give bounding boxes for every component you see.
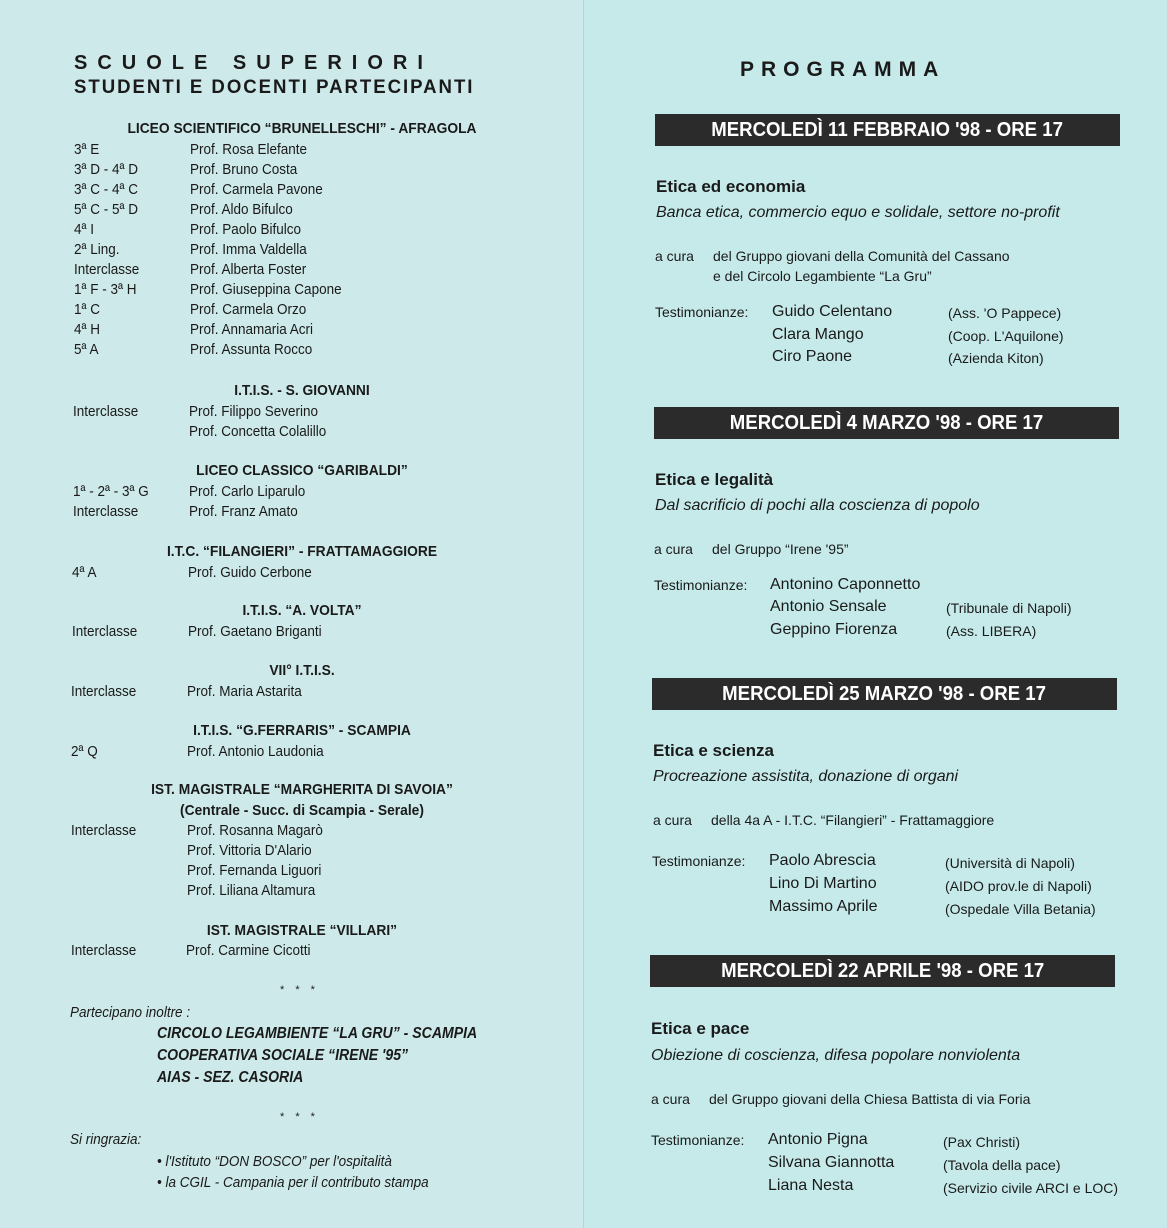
participants-label: Partecipano inoltre : [70, 1004, 191, 1021]
heading-scuole: SCUOLE SUPERIORI [74, 52, 433, 74]
teacher-name: Prof. Maria Astarita [187, 683, 302, 700]
cura-label: a cura [654, 541, 693, 557]
teacher-name: Prof. Assunta Rocco [190, 341, 313, 358]
teacher-name: Prof. Guido Cerbone [188, 564, 312, 581]
class-label: 1ª F - 3ª H [74, 281, 137, 298]
class-label: 2ª Q [71, 743, 98, 760]
teacher-name: Prof. Carlo Liparulo [189, 483, 306, 500]
class-label: 5ª A [74, 341, 99, 358]
class-label: 1ª - 2ª - 3ª G [73, 483, 149, 500]
witness-name: Massimo Aprile [769, 898, 878, 915]
event-title: Etica e scienza [653, 741, 774, 760]
witness-org: (Coop. L'Aquilone) [948, 328, 1064, 344]
school-name: LICEO SCIENTIFICO “BRUNELLESCHI” - AFRAGOLA [127, 120, 477, 137]
teacher-name: Prof. Carmela Pavone [190, 181, 323, 198]
event-title: Etica e legalità [655, 470, 774, 489]
witness-name: Liana Nesta [768, 1177, 854, 1194]
school-name: VII° I.T.I.S. [269, 662, 335, 679]
thanks-item: • la CGIL - Campania per il contributo stampa [157, 1174, 429, 1191]
teacher-name: Prof. Filippo Severino [189, 403, 319, 420]
teacher-name: Prof. Fernanda Liguori [187, 862, 322, 879]
school-subname: (Centrale - Succ. di Scampia - Serale) [180, 802, 424, 819]
school-name: I.T.I.S. “A. VOLTA” [242, 602, 362, 619]
event-subtitle: Dal sacrificio di pochi alla coscienza di popolo [655, 497, 980, 514]
witness-name: Guido Celentano [772, 303, 893, 320]
school-name: IST. MAGISTRALE “VILLARI” [206, 922, 398, 939]
cura-text: del Gruppo “Irene '95” [712, 541, 849, 557]
class-label: Interclasse [73, 503, 139, 520]
testimonianze-label: Testimonianze: [654, 577, 748, 593]
witness-org: (Pax Christi) [943, 1134, 1021, 1150]
programma-title: PROGRAMMA [740, 58, 946, 81]
event-subtitle: Obiezione di coscienza, difesa popolare nonviolenta [651, 1047, 1021, 1064]
participant-item: COOPERATIVA SOCIALE “IRENE '95” [157, 1047, 409, 1064]
class-label: 4ª H [74, 321, 101, 338]
thanks-label: Si ringrazia: [70, 1131, 142, 1148]
testimonianze-label: Testimonianze: [655, 304, 749, 320]
separator-stars: * * * [280, 984, 319, 996]
teacher-name: Prof. Aldo Bifulco [190, 201, 293, 218]
class-label: 3ª C - 4ª C [74, 181, 139, 198]
school-name: I.T.C. “FILANGIERI” - FRATTAMAGGIORE [166, 543, 438, 560]
witness-name: Silvana Giannotta [768, 1154, 895, 1171]
witness-org: (Servizio civile ARCI e LOC) [943, 1180, 1119, 1196]
witness-name: Antonino Caponnetto [770, 576, 921, 593]
class-label: Interclasse [74, 261, 140, 278]
event-date: MERCOLEDÌ 11 FEBBRAIO '98 - ORE 17 [711, 118, 1064, 141]
event-subtitle: Procreazione assistita, donazione di organi [653, 768, 959, 785]
witness-org: (Ass. LIBERA) [946, 623, 1037, 639]
witness-name: Antonio Sensale [770, 598, 887, 615]
thanks-item: • l'Istituto “DON BOSCO” per l'ospitalità [157, 1153, 392, 1170]
witness-name: Antonio Pigna [768, 1131, 868, 1148]
witness-org: (Ospedale Villa Betania) [945, 901, 1096, 917]
witness-name: Geppino Fiorenza [770, 621, 898, 638]
testimonianze-label: Testimonianze: [651, 1132, 745, 1148]
teacher-name: Prof. Vittoria D'Alario [187, 842, 312, 859]
teacher-name: Prof. Carmine Cicotti [186, 942, 311, 959]
witness-org: (Azienda Kiton) [948, 350, 1044, 366]
class-label: Interclasse [71, 942, 137, 959]
witness-name: Clara Mango [772, 326, 864, 343]
cura-text: della 4a A - I.T.C. “Filangieri” - Frattamaggiore [711, 812, 995, 828]
teacher-name: Prof. Concetta Colalillo [189, 423, 327, 440]
cura-text: del Gruppo giovani della Comunità del Cassano [713, 248, 1010, 264]
class-label: 4ª I [74, 221, 95, 238]
cura-label: a cura [655, 248, 694, 264]
teacher-name: Prof. Alberta Foster [190, 261, 307, 278]
teacher-name: Prof. Franz Amato [189, 503, 298, 520]
class-label: 1ª C [74, 301, 101, 318]
cura-text: e del Circolo Legambiente “La Gru” [713, 268, 932, 284]
class-label: 2ª Ling. [74, 241, 120, 258]
class-label: Interclasse [71, 822, 137, 839]
event-date: MERCOLEDÌ 25 MARZO '98 - ORE 17 [722, 682, 1047, 705]
class-label: 3ª E [74, 141, 100, 158]
separator-stars: * * * [280, 1111, 319, 1123]
teacher-name: Prof. Paolo Bifulco [190, 221, 302, 238]
cura-text: del Gruppo giovani della Chiesa Battista di via Foria [709, 1091, 1031, 1107]
teacher-name: Prof. Giuseppina Capone [190, 281, 342, 298]
witness-org: (AIDO prov.le di Napoli) [945, 878, 1092, 894]
event-date-bar [652, 678, 1117, 710]
witness-org: (Tribunale di Napoli) [946, 600, 1072, 616]
event-title: Etica ed economia [656, 177, 806, 196]
teacher-name: Prof. Liliana Altamura [187, 882, 316, 899]
class-label: 3ª D - 4ª D [74, 161, 139, 178]
event-date-bar [655, 114, 1120, 146]
class-label: 4ª A [72, 564, 97, 581]
event-date-bar [650, 955, 1115, 987]
school-name: LICEO CLASSICO “GARIBALDI” [196, 462, 408, 479]
teacher-name: Prof. Rosa Elefante [190, 141, 308, 158]
cura-label: a cura [651, 1091, 690, 1107]
heading-studenti: STUDENTI E DOCENTI PARTECIPANTI [74, 77, 475, 98]
class-label: 5ª C - 5ª D [74, 201, 139, 218]
witness-org: (Tavola della pace) [943, 1157, 1061, 1173]
teacher-name: Prof. Bruno Costa [190, 161, 298, 178]
school-name: IST. MAGISTRALE “MARGHERITA DI SAVOIA” [151, 781, 453, 798]
witness-name: Lino Di Martino [769, 875, 877, 892]
witness-org: (Ass. 'O Pappece) [948, 305, 1062, 321]
event-title: Etica e pace [651, 1019, 750, 1038]
school-name: I.T.I.S. - S. GIOVANNI [234, 382, 370, 399]
page-fold [583, 0, 584, 1228]
teacher-name: Prof. Antonio Laudonia [187, 743, 324, 760]
event-date: MERCOLEDÌ 4 MARZO '98 - ORE 17 [729, 411, 1044, 434]
school-name: I.T.I.S. “G.FERRARIS” - SCAMPIA [193, 722, 411, 739]
participant-item: CIRCOLO LEGAMBIENTE “LA GRU” - SCAMPIA [157, 1025, 478, 1042]
teacher-name: Prof. Annamaria Acri [190, 321, 314, 338]
class-label: Interclasse [72, 623, 138, 640]
event-date-bar [654, 407, 1119, 439]
testimonianze-label: Testimonianze: [652, 853, 746, 869]
teacher-name: Prof. Gaetano Briganti [188, 623, 322, 640]
witness-name: Ciro Paone [772, 348, 853, 365]
teacher-name: Prof. Imma Valdella [190, 241, 307, 258]
witness-name: Paolo Abrescia [769, 852, 876, 869]
event-subtitle: Banca etica, commercio equo e solidale, settore no-profit [656, 204, 1060, 221]
event-date: MERCOLEDÌ 22 APRILE '98 - ORE 17 [720, 959, 1045, 982]
teacher-name: Prof. Carmela Orzo [190, 301, 307, 318]
class-label: Interclasse [71, 683, 137, 700]
witness-org: (Università di Napoli) [945, 855, 1075, 871]
teacher-name: Prof. Rosanna Magarò [187, 822, 323, 839]
cura-label: a cura [653, 812, 692, 828]
class-label: Interclasse [73, 403, 139, 420]
participant-item: AIAS - SEZ. CASORIA [157, 1069, 304, 1086]
